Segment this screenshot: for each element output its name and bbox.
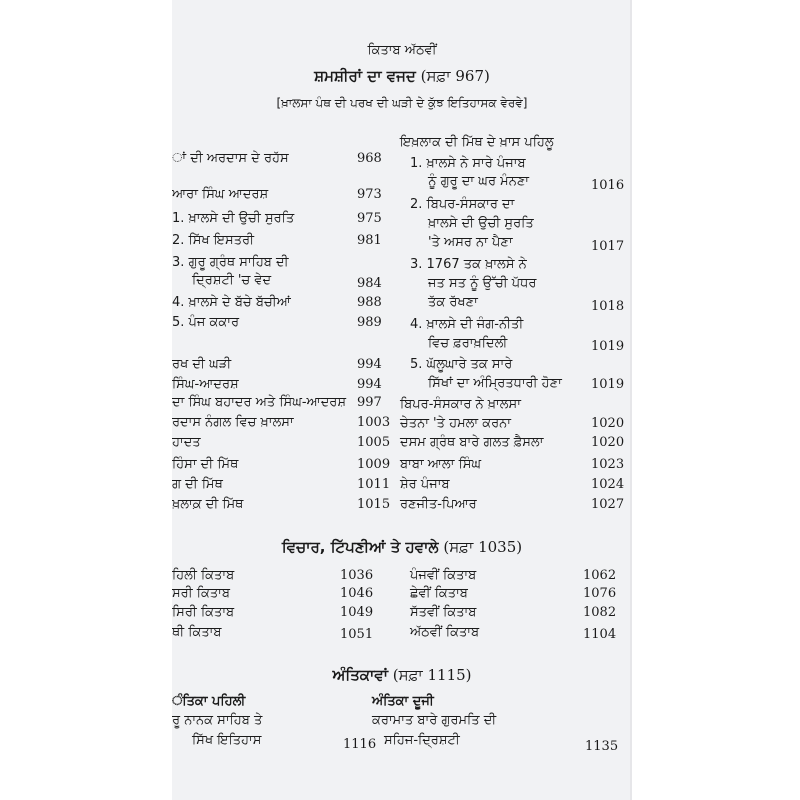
- toc-left-label: 3. ਗੁਰੂ ਗ੍ਰੰਥ ਸਾਹਿਬ ਦੀ: [172, 255, 289, 270]
- notes-section-page: (ਸਫ਼ਾ 1035): [443, 538, 523, 556]
- toc-right-label: 3. 1767 ਤਕ ਖ਼ਾਲਸੇ ਨੇ: [410, 257, 527, 272]
- toc-right-page: 1023: [591, 457, 625, 472]
- appendix-right-heading: ਅੰਤਿਕਾ ਦੂਜੀ: [372, 694, 434, 709]
- toc-right-label-cont: ਨੂੰ ਗੁਰੂ ਦਾ ਘਰ ਮੰਨਣਾ: [428, 174, 530, 189]
- notes-right-page: 1076: [583, 586, 617, 601]
- book-title-page: (ਸਫ਼ਾ 967): [420, 67, 490, 85]
- toc-left-page: 994: [357, 357, 382, 372]
- toc-right-label-cont: ਜਤ ਸਤ ਨੂੰ ਉੱਚੀ ਪੱਧਰ: [428, 276, 537, 291]
- appendix-left-line: ਸਿੱਖ ਇਤਿਹਾਸ: [192, 733, 262, 748]
- toc-left-label-cont: ਦ੍ਰਿਸ਼ਟੀ 'ਚ ਵੇਦ: [192, 273, 272, 288]
- toc-left-label: 1. ਖ਼ਾਲਸੇ ਦੀ ਉਚੀ ਸੁਰਤਿ: [172, 211, 295, 226]
- toc-right-page: 1017: [591, 239, 625, 254]
- book-page: [172, 0, 632, 800]
- toc-right-label: 5. ਘੱਲੂਘਾਰੇ ਤਕ ਸਾਰੇ: [410, 357, 513, 372]
- notes-right-page: 1082: [583, 605, 617, 620]
- toc-right-label: ਰਣਜੀਤ-ਪਿਆਰ: [400, 497, 477, 512]
- notes-right-label: ਅੱਠਵੀਂ ਕਿਤਾਬ: [410, 625, 480, 640]
- toc-left-label: ਹਿੰਸਾ ਦੀ ਮਿੱਥ: [172, 457, 239, 472]
- appendix-left-line: ਰੂ ਨਾਨਕ ਸਾਹਿਬ ਤੇ: [172, 713, 263, 728]
- toc-left-page: 1011: [357, 477, 391, 492]
- toc-left-label: ਰਦਾਸ ਨੰਗਲ ਵਿਚ ਖ਼ਾਲਸਾ: [172, 415, 294, 430]
- toc-left-page: 981: [357, 233, 382, 248]
- toc-left-label: ਆਰਾ ਸਿੰਘ ਆਦਰਸ਼: [172, 187, 269, 202]
- toc-right-label: ਬਿਪਰ-ਸੰਸਕਾਰ ਨੇ ਖ਼ਾਲਸਾ: [400, 397, 521, 412]
- appendix-right-line: ਸਹਿਜ-ਦ੍ਰਿਸ਼ਟੀ: [384, 733, 460, 748]
- toc-right-page: 1024: [591, 477, 625, 492]
- toc-left-page: 989: [357, 315, 382, 330]
- toc-right-page: 1019: [591, 377, 625, 392]
- book-title-line: [172, 66, 632, 86]
- toc-right-label: 4. ਖ਼ਾਲਸੇ ਦੀ ਜੰਗ-ਨੀਤੀ: [410, 317, 524, 332]
- toc-left-page: 984: [357, 276, 382, 291]
- appendix-right-line: ਕਰਾਮਾਤ ਬਾਰੇ ਗੁਰਮਤਿ ਦੀ: [372, 713, 497, 728]
- toc-left-label: ਗ ਦੀ ਮਿੱਥ: [172, 477, 223, 492]
- toc-right-label-cont: ਵਿਚ ਫ਼ਰਾਖ਼ਦਿਲੀ: [428, 336, 508, 351]
- book-subtitle: [ਖ਼ਾਲਸਾ ਪੰਥ ਦੀ ਪਰਖ ਦੀ ਘੜੀ ਦੇ ਕੁੱਝ ਇਤਿਹਾਸਕ ਵੇਰਵੇ]: [276, 96, 528, 110]
- toc-right-page: 1016: [591, 178, 625, 193]
- toc-right-page: 1020: [591, 435, 625, 450]
- notes-section-title: ਵਿਚਾਰ, ਟਿੱਪਣੀਆਂ ਤੇ ਹਵਾਲੇ: [281, 538, 439, 556]
- toc-right-page: 1020: [591, 416, 625, 431]
- toc-left-label: ਖ਼ਲਾਕ਼ ਦੀ ਮਿੱਥ: [172, 497, 244, 512]
- toc-right-label: ਬਾਬਾ ਆਲਾ ਸਿੰਘ: [400, 457, 482, 472]
- toc-right-label-cont: 'ਤੇ ਅਸਰ ਨਾ ਪੈਣਾ: [428, 235, 513, 250]
- toc-left-label: ਸਿੰਘ-ਆਦਰਸ਼: [172, 377, 239, 392]
- notes-left-label: ਥੀ ਕਿਤਾਬ: [172, 625, 222, 640]
- toc-left-label: ਦਾ ਸਿੰਘ ਬਹਾਦਰ ਅਤੇ ਸਿੰਘ-ਆਦਰਸ਼: [172, 395, 347, 410]
- notes-right-page: 1062: [583, 568, 617, 583]
- toc-right-label: ਸ਼ੇਰ ਪੰਜਾਬ: [400, 477, 450, 492]
- notes-left-label: ਸਰੀ ਕਿਤਾਬ: [172, 586, 230, 601]
- toc-left-label: 5. ਪੰਜ ਕਕਾਰ: [172, 315, 240, 330]
- toc-left-page: 994: [357, 377, 382, 392]
- toc-left-label: 4. ਖ਼ਾਲਸੇ ਦੇ ਬੱਚੇ ਬੱਚੀਆਂ: [172, 295, 291, 310]
- toc-right-page: 1027: [591, 497, 625, 512]
- toc-left-label: 2. ਸਿੱਖ ਇਸਤਰੀ: [172, 233, 255, 248]
- notes-left-page: 1051: [340, 627, 374, 642]
- notes-right-label: ਸੱਤਵੀਂ ਕਿਤਾਬ: [410, 605, 477, 620]
- notes-left-label: ਹਿਲੀ ਕਿਤਾਬ: [172, 568, 235, 583]
- appendix-section-title: ਅੰਤਿਕਾਵਾਂ: [332, 666, 388, 684]
- toc-left-page: 997: [357, 395, 382, 410]
- toc-left-page: 968: [357, 151, 382, 166]
- book-small-title: ਕਿਤਾਬ ਅੱਠਵੀਂ: [367, 43, 437, 58]
- toc-left-page: 1003: [357, 415, 391, 430]
- toc-right-label-cont: ਤੱਕ ਰੱਖਣਾ: [428, 295, 478, 310]
- notes-right-page: 1104: [583, 627, 617, 642]
- toc-right-header: ਇਖ਼ਲਾਕ ਦੀ ਮਿੱਥ ਦੇ ਖ਼ਾਸ ਪਹਿਲੂ: [400, 135, 554, 150]
- toc-right-page: 1019: [591, 339, 625, 354]
- toc-left-page: 1009: [357, 457, 391, 472]
- toc-left-label: ਾਂ ਦੀ ਅਰਦਾਸ ਦੇ ਰਹੱਸ: [172, 151, 289, 166]
- toc-left-page: 1015: [357, 497, 391, 512]
- toc-right-label-cont: ਸਿੱਖਾਂ ਦਾ ਅੰਮ੍ਰਿਤਧਾਰੀ ਹੋਣਾ: [428, 376, 562, 391]
- appendix-left-heading: ੰਤਿਕਾ ਪਹਿਲੀ: [172, 694, 246, 709]
- toc-left-page: 988: [357, 295, 382, 310]
- toc-left-label: ਹਾਦਤ: [172, 435, 201, 450]
- toc-right-label: 2. ਬਿਪਰ-ਸੰਸਕਾਰ ਦਾ: [410, 197, 515, 212]
- toc-left-page: 973: [357, 187, 382, 202]
- notes-right-label: ਪੰਜਵੀਂ ਕਿਤਾਬ: [410, 568, 477, 583]
- toc-right-label-cont: ਖ਼ਾਲਸੇ ਦੀ ਉਚੀ ਸੁਰਤਿ: [428, 216, 534, 231]
- toc-left-label: ਰਖ ਦੀ ਘੜੀ: [172, 357, 232, 372]
- appendix-section-title-line: [172, 665, 632, 685]
- notes-left-page: 1049: [340, 605, 374, 620]
- notes-left-label: ਸਿਰੀ ਕਿਤਾਬ: [172, 605, 235, 620]
- toc-left-page: 1005: [357, 435, 391, 450]
- toc-right-label-cont: ਚੇਤਨਾ 'ਤੇ ਹਮਲਾ ਕਰਨਾ: [400, 416, 512, 431]
- toc-right-label: 1. ਖ਼ਾਲਸੇ ਨੇ ਸਾਰੇ ਪੰਜਾਬ: [410, 156, 526, 171]
- appendix-right-page: 1135: [585, 739, 619, 754]
- notes-section-title-line: [172, 537, 632, 557]
- book-title: ਸ਼ਮਸ਼ੀਰਾਂ ਦਾ ਵਜਦ: [314, 67, 416, 85]
- toc-right-page: 1018: [591, 299, 625, 314]
- appendix-left-page: 1116: [343, 737, 377, 752]
- toc-right-label: ਦਸਮ ਗ੍ਰੰਥ ਬਾਰੇ ਗਲਤ ਫ਼ੈਸਲਾ: [400, 435, 544, 450]
- notes-right-label: ਛੇਵੀਂ ਕਿਤਾਬ: [410, 586, 468, 601]
- toc-left-page: 975: [357, 211, 382, 226]
- appendix-section-page: (ਸਫ਼ਾ 1115): [392, 666, 472, 684]
- notes-left-page: 1036: [340, 568, 374, 583]
- notes-left-page: 1046: [340, 586, 374, 601]
